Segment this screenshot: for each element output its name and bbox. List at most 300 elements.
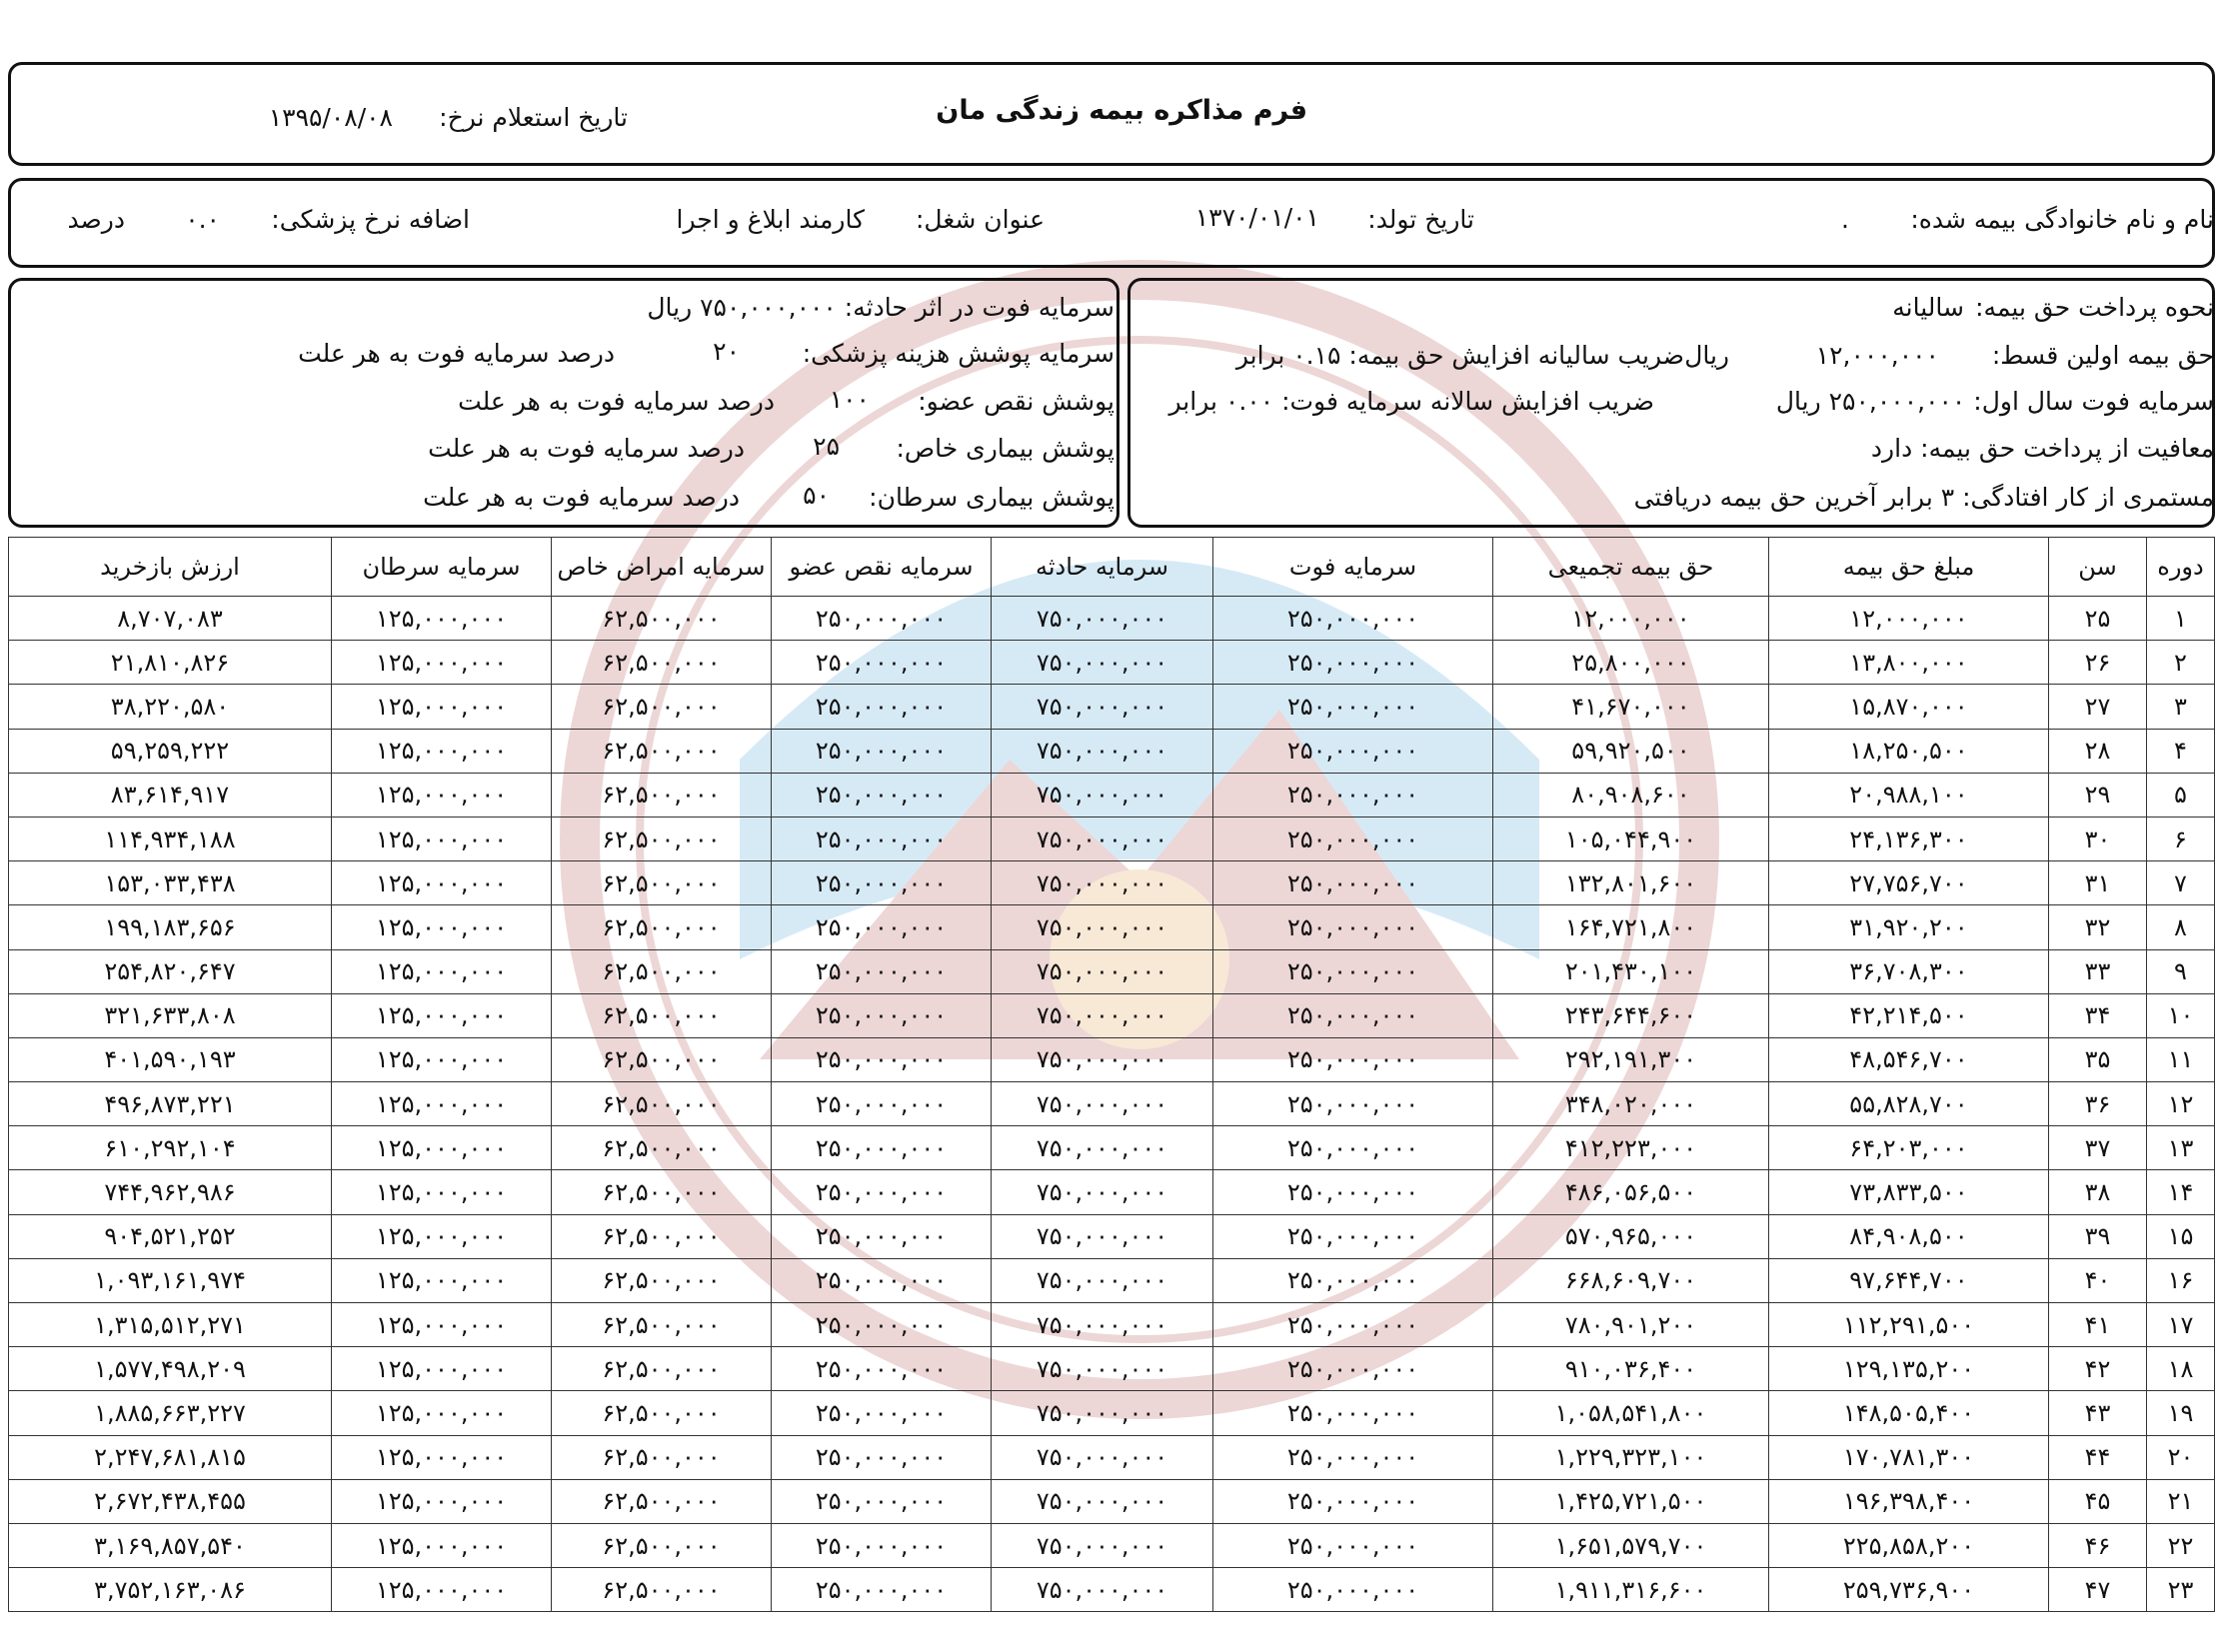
cell-premium: ۴۸,۵۴۶,۷۰۰ [1769, 1037, 2049, 1081]
cell-period: ۱۴ [2147, 1170, 2215, 1214]
cell-surrender-value: ۷۴۴,۹۶۲,۹۸۶ [9, 1170, 332, 1214]
inquiry-date-label: تاریخ استعلام نرخ: [439, 103, 628, 132]
medical-extra-value: ۰.۰ [185, 205, 220, 234]
table-row [9, 1170, 2215, 1214]
cell-death-capital: ۲۵۰,۰۰۰,۰۰۰ [1213, 905, 1493, 949]
cell-accident-capital: ۷۵۰,۰۰۰,۰۰۰ [992, 685, 1213, 729]
cell-special-disease-capital: ۶۲,۵۰۰,۰۰۰ [552, 1523, 772, 1567]
cell-organ-capital: ۲۵۰,۰۰۰,۰۰۰ [772, 1391, 992, 1435]
table-row [9, 993, 2215, 1037]
accident-death-capital: سرمایه فوت در اثر حادثه: ۷۵۰,۰۰۰,۰۰۰ ریال [647, 293, 1114, 322]
col-header-death-capital: سرمایه فوت [1213, 538, 1493, 597]
cell-surrender-value: ۱,۰۹۳,۱۶۱,۹۷۴ [9, 1258, 332, 1302]
cell-special-disease-capital: ۶۲,۵۰۰,۰۰۰ [552, 993, 772, 1037]
table-row [9, 685, 2215, 729]
cell-death-capital: ۲۵۰,۰۰۰,۰۰۰ [1213, 949, 1493, 993]
cell-period: ۱۲ [2147, 1082, 2215, 1126]
first-year-death-capital: سرمایه فوت سال اول: ۲۵۰,۰۰۰,۰۰۰ ریال [1775, 387, 2214, 416]
premium-waiver: معافیت از پرداخت حق بیمه: دارد [1870, 434, 2214, 463]
cell-period: ۶ [2147, 817, 2215, 860]
table-row [9, 1258, 2215, 1302]
cell-accident-capital: ۷۵۰,۰۰۰,۰۰۰ [992, 1347, 1213, 1391]
cell-special-disease-capital: ۶۲,۵۰۰,۰۰۰ [552, 1037, 772, 1081]
cell-age: ۲۶ [2049, 641, 2147, 685]
cell-surrender-value: ۱۱۴,۹۳۴,۱۸۸ [9, 817, 332, 860]
cell-accident-capital: ۷۵۰,۰۰۰,۰۰۰ [992, 817, 1213, 860]
col-header-accident-capital: سرمایه حادثه [992, 538, 1213, 597]
cell-cumulative-premium: ۵۹,۹۲۰,۵۰۰ [1493, 729, 1769, 773]
job-title-value: کارمند ابلاغ و اجرا [676, 205, 865, 234]
cancer-percent: درصد سرمایه فوت به هر علت [423, 483, 740, 512]
cell-cancer-capital: ۱۲۵,۰۰۰,۰۰۰ [332, 1303, 552, 1347]
table-row [9, 1568, 2215, 1612]
cell-premium: ۱۷۰,۷۸۱,۳۰۰ [1769, 1435, 2049, 1479]
cell-premium: ۱۴۸,۵۰۵,۴۰۰ [1769, 1391, 2049, 1435]
cell-cumulative-premium: ۱۰۵,۰۴۴,۹۰۰ [1493, 817, 1769, 860]
cell-premium: ۲۲۵,۸۵۸,۲۰۰ [1769, 1523, 2049, 1567]
cell-cumulative-premium: ۸۰,۹۰۸,۶۰۰ [1493, 773, 1769, 817]
premium-schedule-table [8, 537, 2215, 1612]
cell-surrender-value: ۲,۲۴۷,۶۸۱,۸۱۵ [9, 1435, 332, 1479]
cell-organ-capital: ۲۵۰,۰۰۰,۰۰۰ [772, 597, 992, 641]
cell-accident-capital: ۷۵۰,۰۰۰,۰۰۰ [992, 641, 1213, 685]
cell-cancer-capital: ۱۲۵,۰۰۰,۰۰۰ [332, 993, 552, 1037]
special-disease-label: پوشش بیماری خاص: [896, 434, 1114, 463]
cell-accident-capital: ۷۵۰,۰۰۰,۰۰۰ [992, 993, 1213, 1037]
cell-special-disease-capital: ۶۲,۵۰۰,۰۰۰ [552, 1258, 772, 1302]
table-row [9, 1435, 2215, 1479]
cell-cumulative-premium: ۱,۰۵۸,۵۴۱,۸۰۰ [1493, 1391, 1769, 1435]
cell-cumulative-premium: ۲۰۱,۴۳۰,۱۰۰ [1493, 949, 1769, 993]
cell-period: ۳ [2147, 685, 2215, 729]
col-header-premium: مبلغ حق بیمه [1769, 538, 2049, 597]
medical-extra-unit: درصد [67, 205, 125, 234]
table-row [9, 1347, 2215, 1391]
premium-increase: ضریب سالیانه افزایش حق بیمه: ۰.۱۵ برابر [1235, 341, 1684, 370]
cell-age: ۳۹ [2049, 1214, 2147, 1258]
cell-death-capital: ۲۵۰,۰۰۰,۰۰۰ [1213, 1568, 1493, 1612]
table-row [9, 1082, 2215, 1126]
birth-date-value: ۱۳۷۰/۰۱/۰۱ [1194, 203, 1319, 232]
cell-cumulative-premium: ۴۸۶,۰۵۶,۵۰۰ [1493, 1170, 1769, 1214]
cell-period: ۲ [2147, 641, 2215, 685]
cell-period: ۱۰ [2147, 993, 2215, 1037]
cell-accident-capital: ۷۵۰,۰۰۰,۰۰۰ [992, 1479, 1213, 1523]
cell-cumulative-premium: ۱,۲۲۹,۳۲۳,۱۰۰ [1493, 1435, 1769, 1479]
cell-special-disease-capital: ۶۲,۵۰۰,۰۰۰ [552, 685, 772, 729]
cell-premium: ۷۳,۸۳۳,۵۰۰ [1769, 1170, 2049, 1214]
cell-special-disease-capital: ۶۲,۵۰۰,۰۰۰ [552, 641, 772, 685]
cell-premium: ۱۳,۸۰۰,۰۰۰ [1769, 641, 2049, 685]
first-premium-unit: ریال [1684, 341, 1729, 370]
cell-death-capital: ۲۵۰,۰۰۰,۰۰۰ [1213, 817, 1493, 860]
cell-premium: ۹۷,۶۴۴,۷۰۰ [1769, 1258, 2049, 1302]
cell-organ-capital: ۲۵۰,۰۰۰,۰۰۰ [772, 1170, 992, 1214]
medical-cost-label: سرمایه پوشش هزینه پزشکی: [802, 339, 1114, 368]
cell-surrender-value: ۳,۱۶۹,۸۵۷,۵۴۰ [9, 1523, 332, 1567]
cell-surrender-value: ۲۱,۸۱۰,۸۲۶ [9, 641, 332, 685]
form-title: فرم مذاکره بیمه زندگی مان [936, 95, 1307, 126]
cell-cumulative-premium: ۱۲,۰۰۰,۰۰۰ [1493, 597, 1769, 641]
cell-cumulative-premium: ۴۱۲,۲۲۳,۰۰۰ [1493, 1126, 1769, 1170]
cell-cancer-capital: ۱۲۵,۰۰۰,۰۰۰ [332, 905, 552, 949]
cell-organ-capital: ۲۵۰,۰۰۰,۰۰۰ [772, 861, 992, 905]
organ-loss-percent: درصد سرمایه فوت به هر علت [458, 387, 775, 416]
cell-premium: ۲۰,۹۸۸,۱۰۰ [1769, 773, 2049, 817]
cell-cancer-capital: ۱۲۵,۰۰۰,۰۰۰ [332, 1568, 552, 1612]
cell-accident-capital: ۷۵۰,۰۰۰,۰۰۰ [992, 1258, 1213, 1302]
cell-accident-capital: ۷۵۰,۰۰۰,۰۰۰ [992, 1391, 1213, 1435]
cell-organ-capital: ۲۵۰,۰۰۰,۰۰۰ [772, 817, 992, 860]
cell-period: ۷ [2147, 861, 2215, 905]
cell-surrender-value: ۶۱۰,۲۹۲,۱۰۴ [9, 1126, 332, 1170]
cell-organ-capital: ۲۵۰,۰۰۰,۰۰۰ [772, 1303, 992, 1347]
cell-age: ۴۶ [2049, 1523, 2147, 1567]
cell-accident-capital: ۷۵۰,۰۰۰,۰۰۰ [992, 1170, 1213, 1214]
cell-death-capital: ۲۵۰,۰۰۰,۰۰۰ [1213, 641, 1493, 685]
special-disease-percent: درصد سرمایه فوت به هر علت [428, 434, 745, 463]
cell-organ-capital: ۲۵۰,۰۰۰,۰۰۰ [772, 993, 992, 1037]
col-header-age: سن [2049, 538, 2147, 597]
cell-age: ۲۵ [2049, 597, 2147, 641]
cell-death-capital: ۲۵۰,۰۰۰,۰۰۰ [1213, 1479, 1493, 1523]
cell-organ-capital: ۲۵۰,۰۰۰,۰۰۰ [772, 1568, 992, 1612]
cell-age: ۳۴ [2049, 993, 2147, 1037]
cell-organ-capital: ۲۵۰,۰۰۰,۰۰۰ [772, 773, 992, 817]
cell-accident-capital: ۷۵۰,۰۰۰,۰۰۰ [992, 597, 1213, 641]
cell-premium: ۸۴,۹۰۸,۵۰۰ [1769, 1214, 2049, 1258]
cell-period: ۱ [2147, 597, 2215, 641]
cell-death-capital: ۲۵۰,۰۰۰,۰۰۰ [1213, 1258, 1493, 1302]
table-row [9, 1037, 2215, 1081]
cell-cancer-capital: ۱۲۵,۰۰۰,۰۰۰ [332, 949, 552, 993]
cell-age: ۴۵ [2049, 1479, 2147, 1523]
table-row [9, 729, 2215, 773]
table-row [9, 1391, 2215, 1435]
cell-period: ۲۰ [2147, 1435, 2215, 1479]
cancer-value: ۵۰ [803, 481, 830, 510]
cell-accident-capital: ۷۵۰,۰۰۰,۰۰۰ [992, 1523, 1213, 1567]
table-header-row [9, 538, 2215, 597]
cell-special-disease-capital: ۶۲,۵۰۰,۰۰۰ [552, 1347, 772, 1391]
cell-accident-capital: ۷۵۰,۰۰۰,۰۰۰ [992, 1126, 1213, 1170]
cell-cumulative-premium: ۱,۹۱۱,۳۱۶,۶۰۰ [1493, 1568, 1769, 1612]
cell-death-capital: ۲۵۰,۰۰۰,۰۰۰ [1213, 1214, 1493, 1258]
cell-cumulative-premium: ۱,۴۲۵,۷۲۱,۵۰۰ [1493, 1479, 1769, 1523]
cell-death-capital: ۲۵۰,۰۰۰,۰۰۰ [1213, 1391, 1493, 1435]
cell-organ-capital: ۲۵۰,۰۰۰,۰۰۰ [772, 1523, 992, 1567]
cell-surrender-value: ۸,۷۰۷,۰۸۳ [9, 597, 332, 641]
cell-cancer-capital: ۱۲۵,۰۰۰,۰۰۰ [332, 1037, 552, 1081]
insured-name-value: . [1841, 205, 1849, 234]
cell-premium: ۴۲,۲۱۴,۵۰۰ [1769, 993, 2049, 1037]
cell-period: ۱۱ [2147, 1037, 2215, 1081]
cell-premium: ۶۴,۲۰۳,۰۰۰ [1769, 1126, 2049, 1170]
cell-surrender-value: ۵۹,۲۵۹,۲۲۲ [9, 729, 332, 773]
cell-cancer-capital: ۱۲۵,۰۰۰,۰۰۰ [332, 729, 552, 773]
cell-special-disease-capital: ۶۲,۵۰۰,۰۰۰ [552, 597, 772, 641]
cell-special-disease-capital: ۶۲,۵۰۰,۰۰۰ [552, 817, 772, 860]
cell-cancer-capital: ۱۲۵,۰۰۰,۰۰۰ [332, 1479, 552, 1523]
cell-premium: ۱۵,۸۷۰,۰۰۰ [1769, 685, 2049, 729]
cell-death-capital: ۲۵۰,۰۰۰,۰۰۰ [1213, 1082, 1493, 1126]
cell-age: ۴۴ [2049, 1435, 2147, 1479]
cell-cancer-capital: ۱۲۵,۰۰۰,۰۰۰ [332, 641, 552, 685]
cell-cumulative-premium: ۴۱,۶۷۰,۰۰۰ [1493, 685, 1769, 729]
medical-cost-value: ۲۰ [713, 337, 740, 366]
cell-accident-capital: ۷۵۰,۰۰۰,۰۰۰ [992, 1435, 1213, 1479]
inquiry-date-value: ۱۳۹۵/۰۸/۰۸ [268, 103, 393, 132]
cell-death-capital: ۲۵۰,۰۰۰,۰۰۰ [1213, 729, 1493, 773]
cell-cancer-capital: ۱۲۵,۰۰۰,۰۰۰ [332, 1347, 552, 1391]
job-title-label: عنوان شغل: [916, 205, 1045, 234]
cell-period: ۴ [2147, 729, 2215, 773]
cell-age: ۳۰ [2049, 817, 2147, 860]
cell-special-disease-capital: ۶۲,۵۰۰,۰۰۰ [552, 1126, 772, 1170]
cell-premium: ۳۱,۹۲۰,۲۰۰ [1769, 905, 2049, 949]
payment-method-label: نحوه پرداخت حق بیمه: [1975, 293, 2214, 322]
col-header-organ-capital: سرمایه نقص عضو [772, 538, 992, 597]
cell-cumulative-premium: ۲۴۳,۶۴۴,۶۰۰ [1493, 993, 1769, 1037]
cell-period: ۵ [2147, 773, 2215, 817]
cell-cancer-capital: ۱۲۵,۰۰۰,۰۰۰ [332, 1391, 552, 1435]
cell-cancer-capital: ۱۲۵,۰۰۰,۰۰۰ [332, 817, 552, 860]
cell-premium: ۱۲,۰۰۰,۰۰۰ [1769, 597, 2049, 641]
cell-cancer-capital: ۱۲۵,۰۰۰,۰۰۰ [332, 597, 552, 641]
cell-period: ۱۷ [2147, 1303, 2215, 1347]
special-disease-value: ۲۵ [813, 432, 840, 461]
cell-organ-capital: ۲۵۰,۰۰۰,۰۰۰ [772, 949, 992, 993]
cell-organ-capital: ۲۵۰,۰۰۰,۰۰۰ [772, 1126, 992, 1170]
cell-premium: ۳۶,۷۰۸,۳۰۰ [1769, 949, 2049, 993]
cell-special-disease-capital: ۶۲,۵۰۰,۰۰۰ [552, 1214, 772, 1258]
cell-death-capital: ۲۵۰,۰۰۰,۰۰۰ [1213, 1170, 1493, 1214]
cell-organ-capital: ۲۵۰,۰۰۰,۰۰۰ [772, 905, 992, 949]
cell-cumulative-premium: ۱۳۲,۸۰۱,۶۰۰ [1493, 861, 1769, 905]
cell-special-disease-capital: ۶۲,۵۰۰,۰۰۰ [552, 861, 772, 905]
cell-surrender-value: ۱۵۳,۰۳۳,۴۳۸ [9, 861, 332, 905]
cell-age: ۴۳ [2049, 1391, 2147, 1435]
cell-age: ۳۲ [2049, 905, 2147, 949]
cell-premium: ۲۷,۷۵۶,۷۰۰ [1769, 861, 2049, 905]
cell-period: ۱۶ [2147, 1258, 2215, 1302]
cell-special-disease-capital: ۶۲,۵۰۰,۰۰۰ [552, 1479, 772, 1523]
cell-cancer-capital: ۱۲۵,۰۰۰,۰۰۰ [332, 685, 552, 729]
cell-death-capital: ۲۵۰,۰۰۰,۰۰۰ [1213, 1435, 1493, 1479]
col-header-surrender-value: ارزش بازخرید [9, 538, 332, 597]
table-row [9, 773, 2215, 817]
cell-accident-capital: ۷۵۰,۰۰۰,۰۰۰ [992, 1303, 1213, 1347]
cell-age: ۳۱ [2049, 861, 2147, 905]
cell-special-disease-capital: ۶۲,۵۰۰,۰۰۰ [552, 1170, 772, 1214]
cell-special-disease-capital: ۶۲,۵۰۰,۰۰۰ [552, 1391, 772, 1435]
payment-method-value: سالیانه [1892, 293, 1964, 322]
cell-cancer-capital: ۱۲۵,۰۰۰,۰۰۰ [332, 1435, 552, 1479]
disability-pension: مستمری از کار افتادگی: ۳ برابر آخرین حق بیمه دریافتی [1633, 483, 2214, 512]
cell-death-capital: ۲۵۰,۰۰۰,۰۰۰ [1213, 1037, 1493, 1081]
insured-name-label: نام و نام خانوادگی بیمه شده: [1910, 205, 2214, 234]
table-row [9, 905, 2215, 949]
col-header-period: دوره [2147, 538, 2215, 597]
first-premium-label: حق بیمه اولین قسط: [1991, 341, 2214, 370]
cell-special-disease-capital: ۶۲,۵۰۰,۰۰۰ [552, 1435, 772, 1479]
cell-special-disease-capital: ۶۲,۵۰۰,۰۰۰ [552, 949, 772, 993]
cell-accident-capital: ۷۵۰,۰۰۰,۰۰۰ [992, 1082, 1213, 1126]
cell-organ-capital: ۲۵۰,۰۰۰,۰۰۰ [772, 1214, 992, 1258]
cell-cumulative-premium: ۵۷۰,۹۶۵,۰۰۰ [1493, 1214, 1769, 1258]
cell-surrender-value: ۳,۷۵۲,۱۶۳,۰۸۶ [9, 1568, 332, 1612]
cell-premium: ۱۱۲,۲۹۱,۵۰۰ [1769, 1303, 2049, 1347]
cell-organ-capital: ۲۵۰,۰۰۰,۰۰۰ [772, 641, 992, 685]
cell-premium: ۲۴,۱۳۶,۳۰۰ [1769, 817, 2049, 860]
cell-age: ۲۹ [2049, 773, 2147, 817]
cell-surrender-value: ۸۳,۶۱۴,۹۱۷ [9, 773, 332, 817]
cell-death-capital: ۲۵۰,۰۰۰,۰۰۰ [1213, 597, 1493, 641]
cell-surrender-value: ۴۰۱,۵۹۰,۱۹۳ [9, 1037, 332, 1081]
cell-death-capital: ۲۵۰,۰۰۰,۰۰۰ [1213, 1303, 1493, 1347]
cell-period: ۱۳ [2147, 1126, 2215, 1170]
cell-accident-capital: ۷۵۰,۰۰۰,۰۰۰ [992, 1037, 1213, 1081]
cell-period: ۱۵ [2147, 1214, 2215, 1258]
cell-surrender-value: ۲,۶۷۲,۴۳۸,۴۵۵ [9, 1479, 332, 1523]
table-row [9, 1479, 2215, 1523]
cell-period: ۹ [2147, 949, 2215, 993]
cell-premium: ۱۹۶,۳۹۸,۴۰۰ [1769, 1479, 2049, 1523]
cell-surrender-value: ۱,۳۱۵,۵۱۲,۲۷۱ [9, 1303, 332, 1347]
cell-cumulative-premium: ۳۴۸,۰۲۰,۰۰۰ [1493, 1082, 1769, 1126]
cell-cancer-capital: ۱۲۵,۰۰۰,۰۰۰ [332, 1082, 552, 1126]
col-header-cumulative-premium: حق بیمه تجمیعی [1493, 538, 1769, 597]
cell-organ-capital: ۲۵۰,۰۰۰,۰۰۰ [772, 1479, 992, 1523]
cell-cumulative-premium: ۱۶۴,۷۲۱,۸۰۰ [1493, 905, 1769, 949]
cell-premium: ۵۵,۸۲۸,۷۰۰ [1769, 1082, 2049, 1126]
cell-accident-capital: ۷۵۰,۰۰۰,۰۰۰ [992, 861, 1213, 905]
cell-cumulative-premium: ۲۵,۸۰۰,۰۰۰ [1493, 641, 1769, 685]
cell-period: ۲۲ [2147, 1523, 2215, 1567]
cell-organ-capital: ۲۵۰,۰۰۰,۰۰۰ [772, 1435, 992, 1479]
cell-organ-capital: ۲۵۰,۰۰۰,۰۰۰ [772, 1258, 992, 1302]
cell-death-capital: ۲۵۰,۰۰۰,۰۰۰ [1213, 861, 1493, 905]
cell-special-disease-capital: ۶۲,۵۰۰,۰۰۰ [552, 773, 772, 817]
cell-cancer-capital: ۱۲۵,۰۰۰,۰۰۰ [332, 1126, 552, 1170]
cell-accident-capital: ۷۵۰,۰۰۰,۰۰۰ [992, 905, 1213, 949]
cell-death-capital: ۲۵۰,۰۰۰,۰۰۰ [1213, 993, 1493, 1037]
capital-increase: ضریب افزایش سالانه سرمایه فوت: ۰.۰۰ برابر [1168, 387, 1654, 416]
cell-age: ۴۲ [2049, 1347, 2147, 1391]
table-row [9, 1214, 2215, 1258]
table-row [9, 861, 2215, 905]
cell-accident-capital: ۷۵۰,۰۰۰,۰۰۰ [992, 1214, 1213, 1258]
cell-surrender-value: ۳۲۱,۶۳۳,۸۰۸ [9, 993, 332, 1037]
cell-age: ۳۸ [2049, 1170, 2147, 1214]
cell-cancer-capital: ۱۲۵,۰۰۰,۰۰۰ [332, 861, 552, 905]
cell-age: ۳۳ [2049, 949, 2147, 993]
cell-surrender-value: ۱,۵۷۷,۴۹۸,۲۰۹ [9, 1347, 332, 1391]
cell-surrender-value: ۳۸,۲۲۰,۵۸۰ [9, 685, 332, 729]
cell-premium: ۲۵۹,۷۳۶,۹۰۰ [1769, 1568, 2049, 1612]
cell-accident-capital: ۷۵۰,۰۰۰,۰۰۰ [992, 773, 1213, 817]
cell-age: ۳۶ [2049, 1082, 2147, 1126]
cell-age: ۲۷ [2049, 685, 2147, 729]
cell-cancer-capital: ۱۲۵,۰۰۰,۰۰۰ [332, 1258, 552, 1302]
cell-age: ۳۵ [2049, 1037, 2147, 1081]
cell-death-capital: ۲۵۰,۰۰۰,۰۰۰ [1213, 1347, 1493, 1391]
cell-special-disease-capital: ۶۲,۵۰۰,۰۰۰ [552, 1303, 772, 1347]
cancer-label: پوشش بیماری سرطان: [869, 483, 1114, 512]
organ-loss-label: پوشش نقص عضو: [918, 387, 1114, 416]
medical-extra-label: اضافه نرخ پزشکی: [271, 205, 470, 234]
cell-period: ۲۳ [2147, 1568, 2215, 1612]
cell-cumulative-premium: ۹۱۰,۰۳۶,۴۰۰ [1493, 1347, 1769, 1391]
cell-organ-capital: ۲۵۰,۰۰۰,۰۰۰ [772, 1347, 992, 1391]
organ-loss-value: ۱۰۰ [829, 385, 870, 414]
cell-age: ۴۷ [2049, 1568, 2147, 1612]
table-row [9, 641, 2215, 685]
cell-period: ۱۸ [2147, 1347, 2215, 1391]
table-row [9, 949, 2215, 993]
cell-cancer-capital: ۱۲۵,۰۰۰,۰۰۰ [332, 1170, 552, 1214]
cell-cumulative-premium: ۲۹۲,۱۹۱,۳۰۰ [1493, 1037, 1769, 1081]
medical-cost-percent: درصد سرمایه فوت به هر علت [298, 339, 615, 368]
cell-premium: ۱۲۹,۱۳۵,۲۰۰ [1769, 1347, 2049, 1391]
cell-surrender-value: ۱۹۹,۱۸۳,۶۵۶ [9, 905, 332, 949]
cell-surrender-value: ۲۵۴,۸۲۰,۶۴۷ [9, 949, 332, 993]
cell-organ-capital: ۲۵۰,۰۰۰,۰۰۰ [772, 685, 992, 729]
cell-premium: ۱۸,۲۵۰,۵۰۰ [1769, 729, 2049, 773]
cell-age: ۳۷ [2049, 1126, 2147, 1170]
cell-period: ۸ [2147, 905, 2215, 949]
cell-death-capital: ۲۵۰,۰۰۰,۰۰۰ [1213, 1126, 1493, 1170]
col-header-special-disease-capital: سرمایه امراض خاص [552, 538, 772, 597]
cell-organ-capital: ۲۵۰,۰۰۰,۰۰۰ [772, 1037, 992, 1081]
cell-organ-capital: ۲۵۰,۰۰۰,۰۰۰ [772, 1082, 992, 1126]
table-row [9, 597, 2215, 641]
cell-period: ۲۱ [2147, 1479, 2215, 1523]
col-header-cancer-capital: سرمایه سرطان [332, 538, 552, 597]
birth-date-label: تاریخ تولد: [1367, 205, 1474, 234]
cell-cancer-capital: ۱۲۵,۰۰۰,۰۰۰ [332, 1214, 552, 1258]
first-premium-value: ۱۲,۰۰۰,۰۰۰ [1815, 341, 1939, 370]
cell-death-capital: ۲۵۰,۰۰۰,۰۰۰ [1213, 1523, 1493, 1567]
cell-special-disease-capital: ۶۲,۵۰۰,۰۰۰ [552, 729, 772, 773]
cell-accident-capital: ۷۵۰,۰۰۰,۰۰۰ [992, 1568, 1213, 1612]
cell-death-capital: ۲۵۰,۰۰۰,۰۰۰ [1213, 773, 1493, 817]
cell-cancer-capital: ۱۲۵,۰۰۰,۰۰۰ [332, 773, 552, 817]
table-row [9, 817, 2215, 860]
table-row [9, 1523, 2215, 1567]
cell-surrender-value: ۹۰۴,۵۲۱,۲۵۲ [9, 1214, 332, 1258]
cell-special-disease-capital: ۶۲,۵۰۰,۰۰۰ [552, 1568, 772, 1612]
cell-cumulative-premium: ۱,۶۵۱,۵۷۹,۷۰۰ [1493, 1523, 1769, 1567]
cell-cumulative-premium: ۶۶۸,۶۰۹,۷۰۰ [1493, 1258, 1769, 1302]
cell-organ-capital: ۲۵۰,۰۰۰,۰۰۰ [772, 729, 992, 773]
cell-age: ۴۰ [2049, 1258, 2147, 1302]
cell-special-disease-capital: ۶۲,۵۰۰,۰۰۰ [552, 905, 772, 949]
cell-special-disease-capital: ۶۲,۵۰۰,۰۰۰ [552, 1082, 772, 1126]
cell-age: ۲۸ [2049, 729, 2147, 773]
cell-period: ۱۹ [2147, 1391, 2215, 1435]
cell-age: ۴۱ [2049, 1303, 2147, 1347]
table-row [9, 1303, 2215, 1347]
cell-accident-capital: ۷۵۰,۰۰۰,۰۰۰ [992, 729, 1213, 773]
cell-cancer-capital: ۱۲۵,۰۰۰,۰۰۰ [332, 1523, 552, 1567]
cell-accident-capital: ۷۵۰,۰۰۰,۰۰۰ [992, 949, 1213, 993]
cell-surrender-value: ۴۹۶,۸۷۳,۲۲۱ [9, 1082, 332, 1126]
table-row [9, 1126, 2215, 1170]
cell-death-capital: ۲۵۰,۰۰۰,۰۰۰ [1213, 685, 1493, 729]
cell-surrender-value: ۱,۸۸۵,۶۶۳,۲۲۷ [9, 1391, 332, 1435]
cell-cumulative-premium: ۷۸۰,۹۰۱,۲۰۰ [1493, 1303, 1769, 1347]
